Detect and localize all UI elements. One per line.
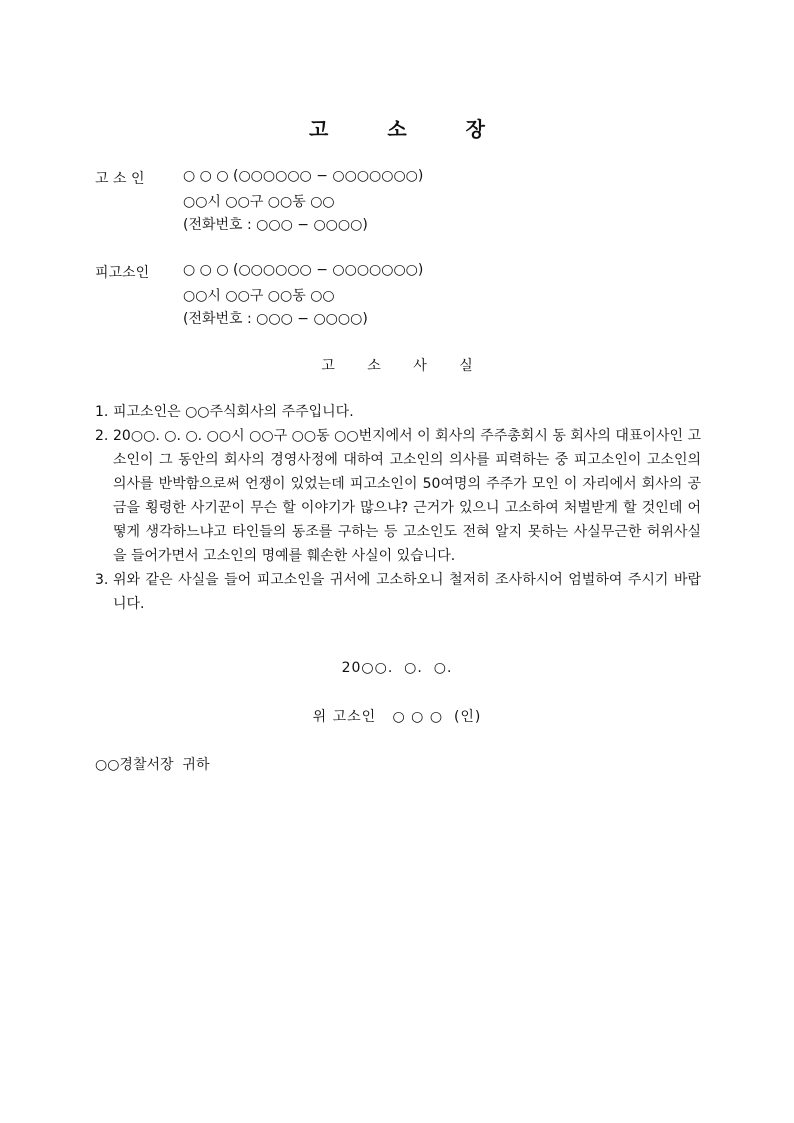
fact-number: 3. <box>95 572 109 588</box>
complainant-address: ○○시 ○○구 ○○동 ○○ <box>183 194 335 210</box>
fact-text: 위와 같은 사실을 들어 피고소인을 귀서에 고소하오니 철저히 조사하시어 엄벌하여 주시기 바랍니다. <box>113 572 701 612</box>
facts-list <box>95 400 701 616</box>
fact-item <box>95 424 701 568</box>
fact-item <box>95 568 701 616</box>
complainant-phone: (전화번호 : ○○○ − ○○○○) <box>183 217 368 233</box>
defendant-label: 피고소인 <box>95 265 150 281</box>
defendant-name-id: ○ ○ ○ (○○○○○○ − ○○○○○○○) <box>183 262 424 278</box>
complainant-label: 고 소 인 <box>95 171 145 187</box>
filing-date: 20○○. ○. ○. <box>341 660 453 676</box>
fact-number: 2. <box>95 428 109 444</box>
complainant-signature: 위 고소인 ○ ○ ○ (인) <box>312 709 482 725</box>
fact-text: 20○○. ○. ○. ○○시 ○○구 ○○동 ○○번지에서 이 회사의 주주총회시 동 회사의 대표이사인 고소인이 그 동안의 회사의 경영사정에 대하여 고소인의 의사를 피력하는 중 피고소인이 고소인의 의사를 반박함으로써 언쟁이 있었는데 피고소인이 50여명의 주주가 모인 이 자리에서 회사의 공금을 횡령한 사기꾼이 무슨 할 이야기가 많으냐? 근거가 있으니 고소하여 처벌받게 할 것인데 어떻게 생각하느냐고 타인들의 동조를 구하는 등 고소인도 전혀 알지 못하는 사실무근한 허위사실을 들어가면서 고소인의 명예를 훼손한 사실이 있습니다. <box>113 428 701 564</box>
section-title: 고 소 사 실 <box>321 358 487 374</box>
document-title: 고 소 장 <box>309 117 511 141</box>
defendant-phone: (전화번호 : ○○○ − ○○○○) <box>183 311 368 327</box>
fact-text: 피고소인은 ○○주식회사의 주주입니다. <box>113 404 354 420</box>
fact-item <box>95 400 701 424</box>
fact-number: 1. <box>95 404 109 420</box>
recipient: ○○경찰서장 귀하 <box>95 757 210 773</box>
defendant-address: ○○시 ○○구 ○○동 ○○ <box>183 288 335 304</box>
complainant-name-id: ○ ○ ○ (○○○○○○ − ○○○○○○○) <box>183 168 424 184</box>
